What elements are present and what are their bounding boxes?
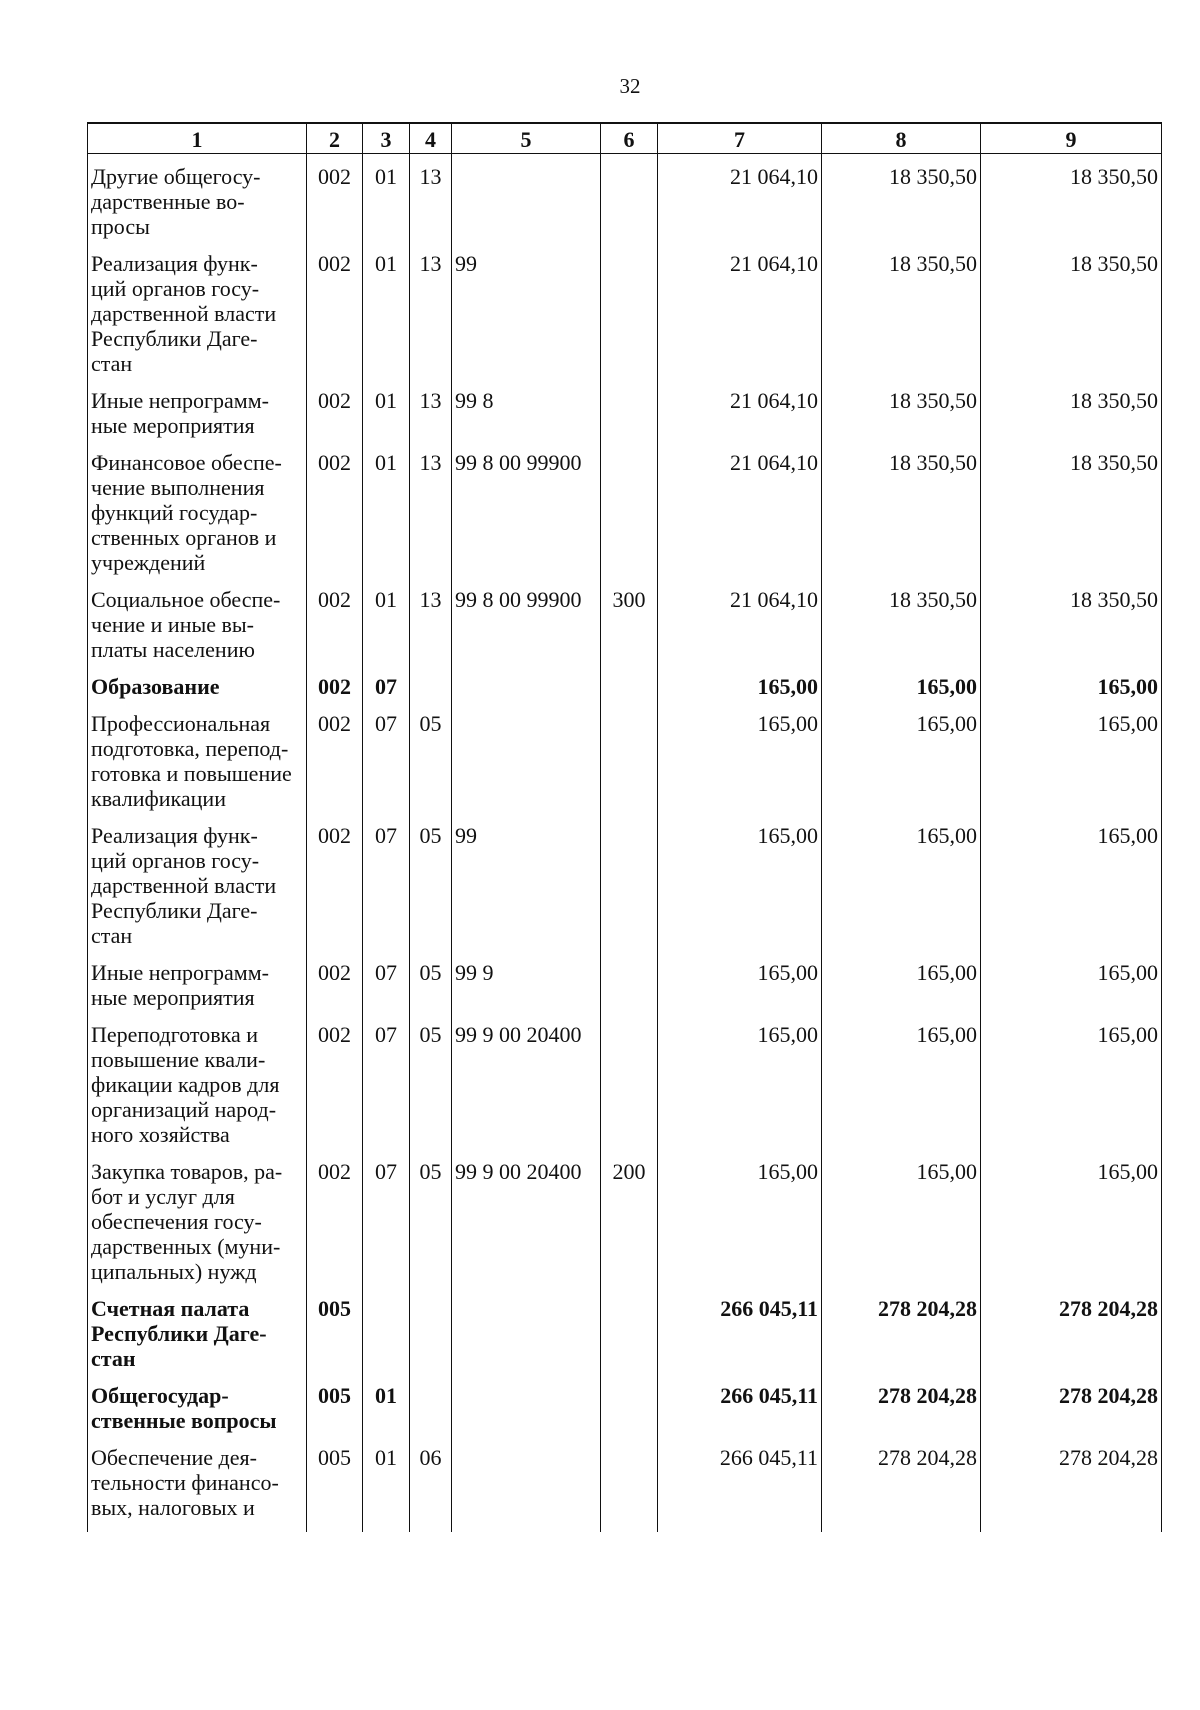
- row-amount-col9-cell: 18 350,50: [981, 587, 1162, 674]
- row-amount-col7-cell: 165,00: [658, 823, 822, 960]
- row-subsection-cell: 05: [410, 960, 452, 1022]
- table-row: [88, 388, 1162, 450]
- row-code-cell: 002: [307, 823, 363, 960]
- row-amount-col8-cell: 18 350,50: [822, 388, 981, 450]
- row-amount-col8-cell: 278 204,28: [822, 1296, 981, 1383]
- row-section-cell: 07: [363, 1159, 410, 1296]
- row-amount-col7-cell: 165,00: [658, 1022, 822, 1159]
- row-amount-col9-cell: 278 204,28: [981, 1296, 1162, 1383]
- header-col-3: 3: [363, 123, 410, 154]
- table-row: [88, 1159, 1162, 1296]
- row-section-cell: 01: [363, 1445, 410, 1532]
- row-code-cell: 002: [307, 587, 363, 674]
- row-amount-col7-cell: 266 045,11: [658, 1383, 822, 1445]
- row-section-cell: 07: [363, 1022, 410, 1159]
- row-target-article-cell: [452, 711, 601, 823]
- row-section-cell: 07: [363, 960, 410, 1022]
- row-subsection-cell: 05: [410, 711, 452, 823]
- row-name-cell: Счетная палата Республики Даге- стан: [88, 1296, 307, 1383]
- row-amount-col9-cell: 165,00: [981, 674, 1162, 711]
- row-name-cell: Реализация функ- ций органов госу- дарственной власти Республики Даге- стан: [88, 823, 307, 960]
- row-section-cell: 01: [363, 587, 410, 674]
- row-code-cell: 002: [307, 1159, 363, 1296]
- header-row: [88, 123, 1162, 154]
- row-expense-type-cell: [601, 1022, 658, 1159]
- row-amount-col9-cell: 278 204,28: [981, 1383, 1162, 1445]
- row-section-cell: 01: [363, 450, 410, 587]
- row-amount-col8-cell: 165,00: [822, 823, 981, 960]
- row-expense-type-cell: 200: [601, 1159, 658, 1296]
- row-section-cell: 01: [363, 251, 410, 388]
- row-section-cell: 07: [363, 674, 410, 711]
- row-amount-col8-cell: 18 350,50: [822, 251, 981, 388]
- row-section-cell: 07: [363, 711, 410, 823]
- row-name-cell: Иные непрограмм- ные мероприятия: [88, 960, 307, 1022]
- header-col-7: 7: [658, 123, 822, 154]
- row-target-article-cell: [452, 1383, 601, 1445]
- row-amount-col8-cell: 165,00: [822, 1022, 981, 1159]
- row-amount-col7-cell: 165,00: [658, 960, 822, 1022]
- row-amount-col8-cell: 18 350,50: [822, 587, 981, 674]
- row-name-cell: Реализация функ- ций органов госу- дарственной власти Республики Даге- стан: [88, 251, 307, 388]
- row-expense-type-cell: [601, 154, 658, 252]
- row-target-article-cell: [452, 1445, 601, 1532]
- row-name-cell: Образование: [88, 674, 307, 711]
- row-expense-type-cell: [601, 960, 658, 1022]
- row-subsection-cell: [410, 1296, 452, 1383]
- row-amount-col8-cell: 278 204,28: [822, 1445, 981, 1532]
- row-amount-col9-cell: 18 350,50: [981, 251, 1162, 388]
- row-amount-col7-cell: 21 064,10: [658, 251, 822, 388]
- row-code-cell: 005: [307, 1296, 363, 1383]
- row-code-cell: 005: [307, 1383, 363, 1445]
- table-row: [88, 1445, 1162, 1532]
- page-number: 32: [619, 74, 641, 98]
- header-col-1: 1: [88, 123, 307, 154]
- row-target-article-cell: 99 9: [452, 960, 601, 1022]
- row-amount-col7-cell: 165,00: [658, 674, 822, 711]
- row-amount-col7-cell: 165,00: [658, 1159, 822, 1296]
- row-name-cell: Закупка товаров, ра- бот и услуг для обеспечения госу- дарственных (муни- ципальных) нужд: [88, 1159, 307, 1296]
- row-name-cell: Другие общегосу- дарственные во- просы: [88, 154, 307, 252]
- row-target-article-cell: 99 8 00 99900: [452, 587, 601, 674]
- row-name-cell: Переподготовка и повышение квали- фикации кадров для организаций народ- ного хозяйства: [88, 1022, 307, 1159]
- row-amount-col7-cell: 21 064,10: [658, 587, 822, 674]
- row-target-article-cell: 99 8 00 99900: [452, 450, 601, 587]
- table-body: [88, 154, 1162, 1533]
- row-amount-col7-cell: 21 064,10: [658, 388, 822, 450]
- row-subsection-cell: 13: [410, 450, 452, 587]
- row-expense-type-cell: [601, 251, 658, 388]
- row-target-article-cell: [452, 154, 601, 252]
- row-subsection-cell: 06: [410, 1445, 452, 1532]
- row-amount-col7-cell: 266 045,11: [658, 1445, 822, 1532]
- row-target-article-cell: 99: [452, 251, 601, 388]
- row-amount-col7-cell: 165,00: [658, 711, 822, 823]
- row-amount-col7-cell: 266 045,11: [658, 1296, 822, 1383]
- row-amount-col8-cell: 165,00: [822, 674, 981, 711]
- header-col-2: 2: [307, 123, 363, 154]
- row-name-cell: Общегосудар- ственные вопросы: [88, 1383, 307, 1445]
- row-expense-type-cell: [601, 1445, 658, 1532]
- header-col-8: 8: [822, 123, 981, 154]
- table-row: [88, 587, 1162, 674]
- row-code-cell: 002: [307, 711, 363, 823]
- row-section-cell: 01: [363, 1383, 410, 1445]
- row-amount-col9-cell: 165,00: [981, 711, 1162, 823]
- row-expense-type-cell: [601, 674, 658, 711]
- row-target-article-cell: 99: [452, 823, 601, 960]
- row-expense-type-cell: [601, 711, 658, 823]
- header-col-6: 6: [601, 123, 658, 154]
- budget-table: [87, 122, 1162, 1532]
- row-expense-type-cell: [601, 1383, 658, 1445]
- table-row: [88, 1383, 1162, 1445]
- row-name-cell: Иные непрограмм- ные мероприятия: [88, 388, 307, 450]
- row-name-cell: Финансовое обеспе- чение выполнения функций государ- ственных органов и учреждений: [88, 450, 307, 587]
- row-subsection-cell: 13: [410, 388, 452, 450]
- table-row: [88, 1296, 1162, 1383]
- row-section-cell: 01: [363, 154, 410, 252]
- row-subsection-cell: 13: [410, 154, 452, 252]
- row-target-article-cell: 99 9 00 20400: [452, 1022, 601, 1159]
- row-code-cell: 002: [307, 674, 363, 711]
- row-amount-col9-cell: 165,00: [981, 960, 1162, 1022]
- row-amount-col9-cell: 278 204,28: [981, 1445, 1162, 1532]
- table-row: [88, 823, 1162, 960]
- table-row: [88, 674, 1162, 711]
- row-amount-col9-cell: 165,00: [981, 823, 1162, 960]
- row-target-article-cell: 99 9 00 20400: [452, 1159, 601, 1296]
- table-row: [88, 450, 1162, 587]
- row-amount-col8-cell: 165,00: [822, 1159, 981, 1296]
- row-amount-col9-cell: 18 350,50: [981, 450, 1162, 587]
- row-name-cell: Профессиональная подготовка, перепод- готовка и повышение квалификации: [88, 711, 307, 823]
- row-subsection-cell: 13: [410, 587, 452, 674]
- row-amount-col7-cell: 21 064,10: [658, 450, 822, 587]
- row-code-cell: 002: [307, 388, 363, 450]
- row-code-cell: 002: [307, 154, 363, 252]
- row-subsection-cell: [410, 674, 452, 711]
- table-row: [88, 960, 1162, 1022]
- row-name-cell: Социальное обеспе- чение и иные вы- платы населению: [88, 587, 307, 674]
- row-amount-col9-cell: 18 350,50: [981, 154, 1162, 252]
- row-amount-col8-cell: 165,00: [822, 960, 981, 1022]
- row-code-cell: 002: [307, 450, 363, 587]
- row-expense-type-cell: [601, 450, 658, 587]
- row-expense-type-cell: [601, 823, 658, 960]
- row-expense-type-cell: [601, 388, 658, 450]
- header-col-4: 4: [410, 123, 452, 154]
- header-col-9: 9: [981, 123, 1162, 154]
- row-section-cell: 01: [363, 388, 410, 450]
- row-amount-col8-cell: 165,00: [822, 711, 981, 823]
- row-target-article-cell: [452, 674, 601, 711]
- table-row: [88, 711, 1162, 823]
- row-code-cell: 002: [307, 960, 363, 1022]
- row-amount-col8-cell: 18 350,50: [822, 154, 981, 252]
- row-section-cell: [363, 1296, 410, 1383]
- row-subsection-cell: 05: [410, 1022, 452, 1159]
- row-amount-col9-cell: 165,00: [981, 1022, 1162, 1159]
- row-code-cell: 005: [307, 1445, 363, 1532]
- row-code-cell: 002: [307, 251, 363, 388]
- row-subsection-cell: 05: [410, 1159, 452, 1296]
- row-target-article-cell: [452, 1296, 601, 1383]
- row-amount-col8-cell: 278 204,28: [822, 1383, 981, 1445]
- row-amount-col9-cell: 18 350,50: [981, 388, 1162, 450]
- row-code-cell: 002: [307, 1022, 363, 1159]
- row-subsection-cell: 05: [410, 823, 452, 960]
- row-amount-col7-cell: 21 064,10: [658, 154, 822, 252]
- row-target-article-cell: 99 8: [452, 388, 601, 450]
- row-expense-type-cell: [601, 1296, 658, 1383]
- table-row: [88, 154, 1162, 252]
- row-subsection-cell: [410, 1383, 452, 1445]
- row-name-cell: Обеспечение дея- тельности финансо- вых, налоговых и: [88, 1445, 307, 1532]
- table-row: [88, 251, 1162, 388]
- row-expense-type-cell: 300: [601, 587, 658, 674]
- row-subsection-cell: 13: [410, 251, 452, 388]
- table-row: [88, 1022, 1162, 1159]
- header-col-5: 5: [452, 123, 601, 154]
- row-amount-col9-cell: 165,00: [981, 1159, 1162, 1296]
- row-amount-col8-cell: 18 350,50: [822, 450, 981, 587]
- row-section-cell: 07: [363, 823, 410, 960]
